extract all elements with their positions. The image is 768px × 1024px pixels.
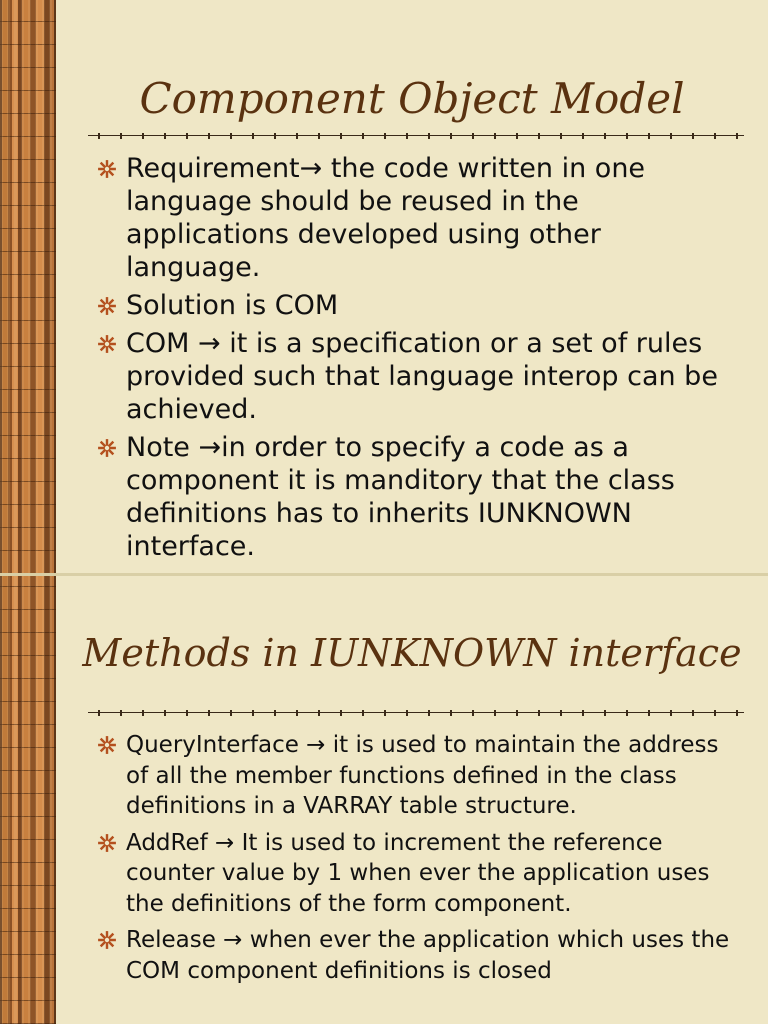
title-divider	[88, 133, 744, 139]
bullet-text: Solution is COM	[126, 290, 339, 321]
star-burst-icon	[96, 437, 118, 459]
slide-2	[0, 576, 768, 1024]
list-item	[96, 925, 740, 986]
star-burst-icon	[96, 333, 118, 355]
list-item	[96, 289, 740, 322]
decorative-border	[0, 576, 56, 1024]
star-burst-icon	[96, 734, 118, 756]
bullet-text: AddRef → It is used to increment the reference counter value by 1 when ever the application uses the definitions of the form component.	[126, 829, 710, 917]
bullet-text: Release → when ever the application which uses the COM component definitions is closed	[126, 927, 730, 984]
title-divider	[88, 710, 744, 716]
decorative-border	[0, 0, 56, 574]
bullet-text: Requirement→ the code written in one language should be reused in the applications developed using other language.	[126, 153, 646, 283]
slide-title: Methods in IUNKNOWN interface	[82, 631, 742, 675]
star-burst-icon	[96, 158, 118, 180]
slide-title: Component Object Model	[139, 74, 685, 123]
list-item	[96, 327, 740, 426]
star-burst-icon	[96, 832, 118, 854]
star-burst-icon	[96, 295, 118, 317]
bullet-text: COM → it is a specification or a set of rules provided such that language interop can be achieved.	[126, 328, 718, 425]
list-item	[96, 152, 740, 284]
list-item	[96, 431, 740, 563]
list-item	[96, 828, 740, 920]
list-item	[96, 730, 740, 822]
bullet-text: QueryInterface → it is used to maintain the address of all the member functions defined in the class definitions in a VARRAY table structure.	[126, 732, 719, 819]
bullet-list	[96, 730, 740, 992]
bullet-list	[96, 152, 740, 568]
bullet-text: Note →in order to specify a code as a component it is manditory that the class definitions has to inherits IUNKNOWN interface.	[126, 432, 675, 562]
star-burst-icon	[96, 929, 118, 951]
